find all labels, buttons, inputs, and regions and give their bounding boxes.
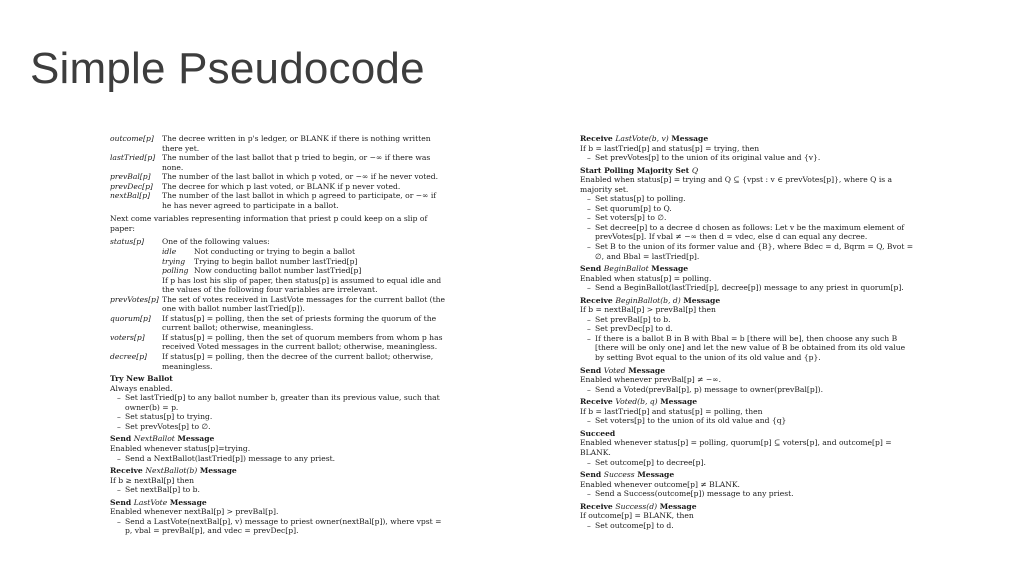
right-column (580, 134, 914, 530)
definition-term: quorum[p] (110, 313, 151, 323)
action-heading: Send BeginBallot Message (580, 264, 689, 274)
action-step: – Set status[p] to polling. (580, 194, 914, 204)
action-heading: Receive BeginBallot(b, d) Message (580, 295, 721, 305)
action-condition: If b = lastTried[p] and status[p] = trying, then (580, 143, 760, 153)
definition-desc: If status[p] = polling, then the set of quorum members from whom p has received Voted messages in the current ballot; otherwise, meaningless. (162, 332, 443, 352)
action-condition: If b = lastTried[p] and status[p] = polling, then (580, 406, 763, 416)
definition-desc: The number of the last ballot that p tried to begin, or −∞ if there was none. (162, 153, 431, 172)
definition-term: prevVotes[p] (110, 294, 159, 304)
action-block (580, 166, 914, 261)
definition-term: decree[p] (110, 352, 148, 362)
action-step: – Send a Voted(prevBal[p], p) message to owner(prevBal[p]). (580, 385, 914, 395)
definition-term: status[p] (110, 237, 145, 247)
definition-term: prevBal[p] (110, 172, 151, 182)
action-block (580, 502, 914, 531)
definition-row (110, 153, 446, 172)
action-step: – Send a BeginBallot(lastTried[p], decree[p]) message to any priest in quorum[p]. (580, 283, 914, 293)
definition-desc: The set of votes received in LastVote messages for the current ballot (the one with ballot number lastTried[p]). (162, 294, 446, 314)
definition-desc: The decree for which p last voted, or BLANK if p never voted. (162, 181, 401, 191)
action-step: – Set prevBal[p] to b. (580, 315, 914, 325)
action-block (110, 498, 446, 536)
action-block (580, 264, 914, 293)
status-value-row (162, 247, 446, 257)
action-step: – Set voters[p] to the union of its old value and {q} (580, 416, 914, 426)
action-condition: If outcome[p] = BLANK, then (580, 511, 694, 521)
status-value-row (162, 266, 446, 276)
action-heading: Receive NextBallot(b) Message (110, 466, 237, 476)
status-value-desc: Now conducting ballot number lastTried[p] (194, 266, 362, 276)
action-condition: Enabled whenever outcome[p] ≠ BLANK. (580, 479, 740, 489)
action-heading: Receive Success(d) Message (580, 501, 697, 511)
definition-row (110, 314, 446, 333)
definition-row (110, 333, 446, 352)
definition-row (110, 182, 446, 192)
action-step: – Set B to the union of its former value and {B}, where Bdec = d, Bqrm = Q, Bvot = ∅, and Bbal = lastTried[p]. (580, 242, 914, 261)
action-step: – Send a LastVote(nextBal[p], v) message to priest owner(nextBal[p]), where vpst = p, vbal = prevBal[p], and vdec = prevDec[p]. (110, 517, 446, 536)
definition-desc: The number of the last ballot in which p voted, or −∞ if he never voted. (162, 172, 439, 182)
action-heading: Start Polling Majority Set Q (580, 165, 699, 175)
definition-term: lastTried[p] (110, 153, 156, 163)
definition-term: outcome[p] (110, 134, 154, 143)
status-desc (162, 237, 446, 294)
action-step: – Set status[p] to trying. (110, 412, 446, 422)
definition-row (110, 352, 446, 371)
action-heading: Send NextBallot Message (110, 434, 215, 444)
definition-desc: If status[p] = polling, then the decree of the current ballot; otherwise, meaningless. (162, 352, 434, 371)
action-block (110, 434, 446, 463)
definition-term: nextBal[p] (110, 191, 151, 201)
action-heading: Receive LastVote(b, v) Message (580, 134, 709, 143)
action-heading: Send Voted Message (580, 365, 666, 375)
variables-intro: Next come variables representing information that priest p could keep on a slip of paper: (110, 214, 428, 233)
status-lead: One of the following values: (162, 237, 270, 247)
action-block (110, 374, 446, 431)
status-value-term: idle (162, 247, 177, 257)
definition-term: prevDec[p] (110, 181, 153, 191)
action-condition: Enabled when status[p] = trying and Q ⊆ {vpst : v ∈ prevVotes[p]}, where Q is a majority set. (580, 175, 893, 194)
action-step: – Send a Success(outcome[p]) message to any priest. (580, 489, 914, 499)
action-step: – Set voters[p] to ∅. (580, 213, 914, 223)
action-block (580, 470, 914, 499)
status-note: If p has lost his slip of paper, then status[p] is assumed to equal idle and the values of the following four variables are irrelevant. (162, 275, 442, 295)
action-step: – Set prevDec[p] to d. (580, 324, 914, 334)
action-block (580, 429, 914, 467)
action-heading: Try New Ballot (110, 374, 173, 384)
action-step: – If there is a ballot B in B with Bbal = b [there will be], then choose any such B [there will be only one] and let the new value of B be obtained from its old value by setting Bvot equal to the union of its old value and {p}. (580, 334, 914, 363)
definition-row (110, 295, 446, 314)
status-value-term: trying (162, 256, 186, 266)
status-value-row (162, 257, 446, 267)
action-step: – Set outcome[p] to d. (580, 521, 914, 531)
left-column (110, 134, 446, 536)
status-definition (110, 237, 446, 294)
definition-row (110, 134, 446, 153)
definition-desc: If status[p] = polling, then the set of priests forming the quorum of the current ballot; otherwise, meaningless. (162, 313, 437, 333)
action-heading: Receive Voted(b, q) Message (580, 397, 698, 407)
action-step: – Set decree[p] to a decree d chosen as follows: Let v be the maximum element of prevVotes[p]. If vbal ≠ −∞ then d = vdec, else d can equal any decree. (580, 223, 914, 242)
slide-title: Simple Pseudocode (30, 44, 425, 93)
action-step: – Set outcome[p] to decree[p]. (580, 458, 914, 468)
definition-row (110, 191, 446, 210)
action-step: – Send a NextBallot(lastTried[p]) message to any priest. (110, 454, 446, 464)
action-condition: Enabled whenever status[p]=trying. (110, 443, 251, 453)
action-condition: If b ≥ nextBal[p] then (110, 475, 195, 485)
definition-term: voters[p] (110, 332, 145, 342)
action-condition: Always enabled. (110, 383, 173, 393)
status-value-desc: Trying to begin ballot number lastTried[p] (194, 256, 358, 266)
action-block (580, 296, 914, 363)
definition-desc: The number of the last ballot in which p agreed to participate, or −∞ if he has never agreed to participate in a ballot. (162, 191, 437, 210)
status-value-desc: Not conducting or trying to begin a ballot (194, 247, 356, 257)
action-step: – Set lastTried[p] to any ballot number b, greater than its previous value, such that owner(b) = p. (110, 393, 446, 412)
definition-row (110, 172, 446, 182)
action-heading: Send Success Message (580, 470, 675, 480)
action-heading: Send LastVote Message (110, 497, 207, 507)
action-block (580, 134, 914, 163)
status-value-term: polling (162, 266, 189, 276)
action-condition: Enabled whenever status[p] = polling, quorum[p] ⊆ voters[p], and outcome[p] = BLANK. (580, 438, 892, 457)
action-step: – Set quorum[p] to Q. (580, 204, 914, 214)
action-block (110, 466, 446, 495)
action-step: – Set prevVotes[p] to the union of its original value and {v}. (580, 153, 914, 163)
action-condition: If b = nextBal[p] > prevBal[p] then (580, 305, 716, 315)
action-condition: Enabled whenever prevBal[p] ≠ −∞. (580, 375, 722, 385)
action-step: – Set nextBal[p] to b. (110, 485, 446, 495)
action-block (580, 397, 914, 426)
action-block (580, 366, 914, 395)
action-condition: Enabled whenever nextBal[p] > prevBal[p]. (110, 507, 279, 517)
action-step: – Set prevVotes[p] to ∅. (110, 422, 446, 432)
definition-desc: The decree written in p's ledger, or BLANK if there is nothing written there yet. (162, 134, 431, 153)
action-heading: Succeed (580, 428, 616, 438)
action-condition: Enabled when status[p] = polling. (580, 273, 712, 283)
